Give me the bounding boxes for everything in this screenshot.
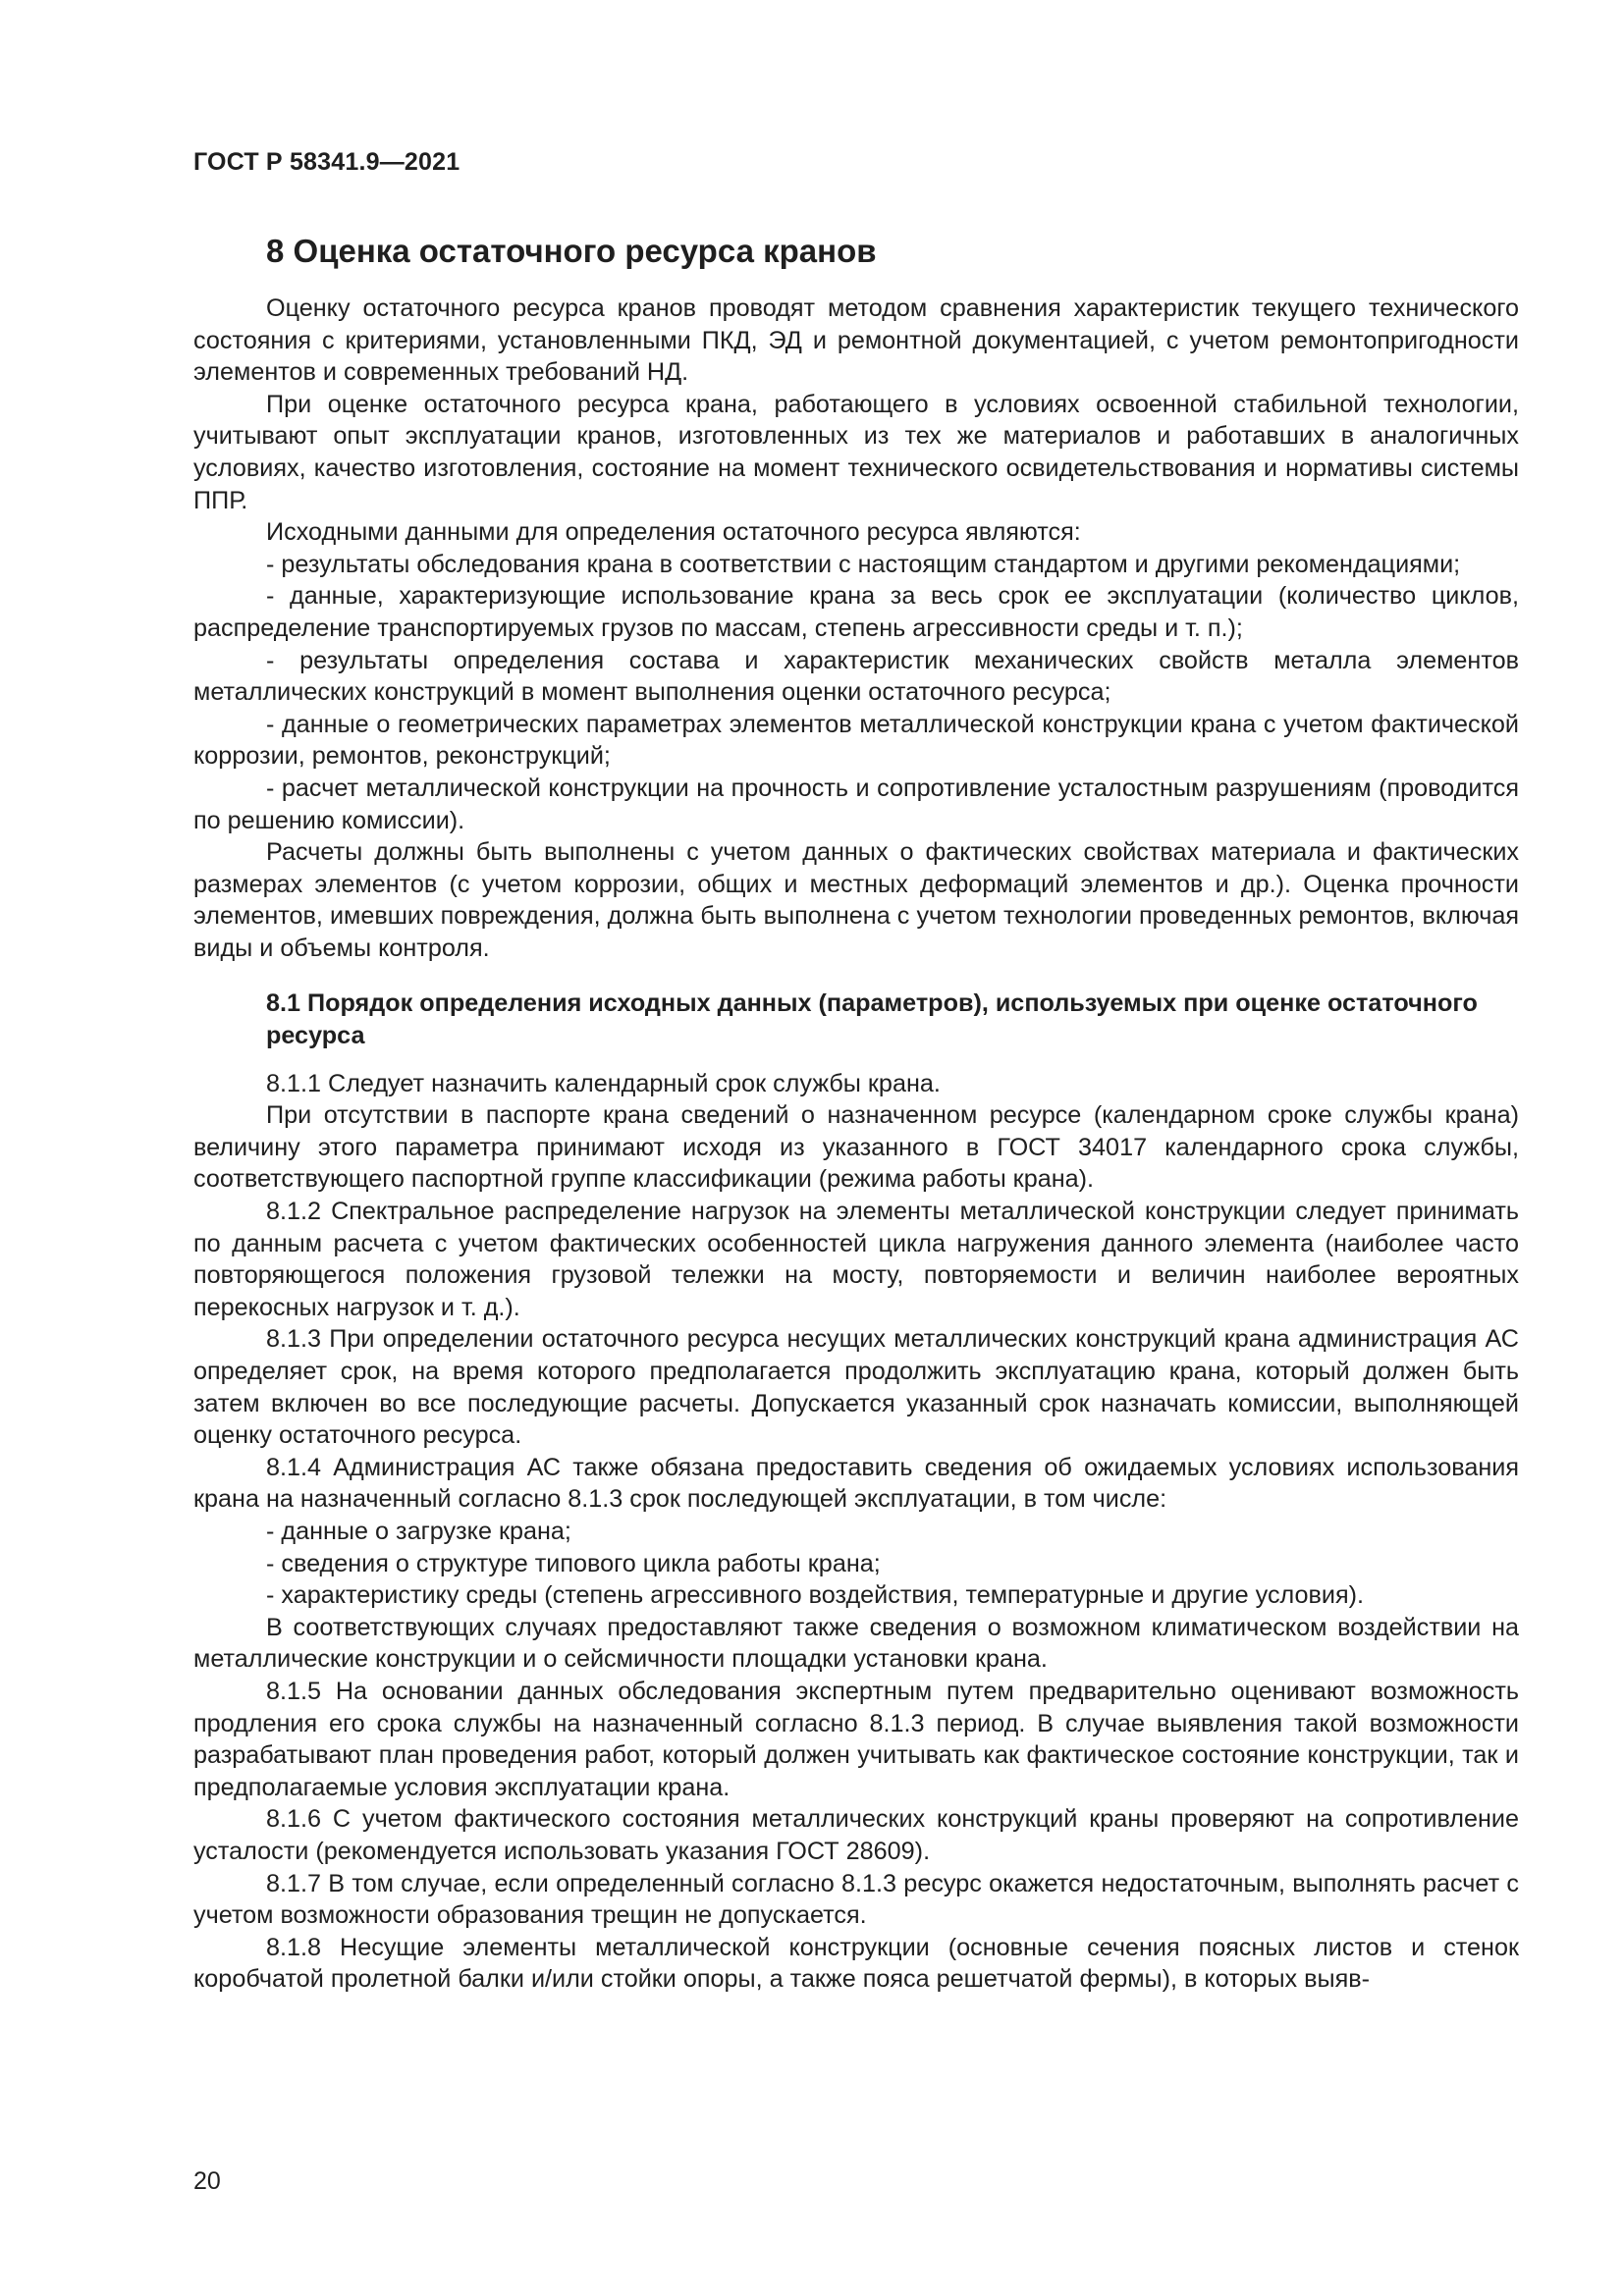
list-item: - данные, характеризующие использование крана за весь срок ее эксплуатации (количество циклов, распределение транспортируемых грузов по массам, степень агрессивности среды и т. п.); [193, 582, 1519, 642]
list-item: - результаты обследования крана в соответствии с настоящим стандартом и другими рекомендациями; [266, 550, 1461, 578]
paragraph: 8.1.5 На основании данных обследования экспертным путем предварительно оценивают возможность продления его срока службы на назначенный согласно 8.1.3 период. В случае выявления такой возможности разрабатывают план проведения работ, который должен учитывать как фактическое состояние конструкции, так и предполагаемые условия эксплуатации крана. [193, 1677, 1519, 1801]
list-item: - сведения о структуре типового цикла работы крана; [266, 1549, 881, 1577]
document-code: ГОСТ Р 58341.9—2021 [193, 148, 460, 176]
section-title: 8 Оценка остаточного ресурса кранов [266, 233, 877, 269]
paragraph: Оценку остаточного ресурса кранов проводят методом сравнения характеристик текущего технического состояния с критериями, установленными ПКД, ЭД и ремонтной документацией, с учетом ремонтопригодности элементов и современных требований НД. [193, 294, 1519, 387]
page-number: 20 [193, 2167, 221, 2195]
paragraph: 8.1.2 Спектральное распределение нагрузок на элементы металлической конструкции следует принимать по данным расчета с учетом фактических особенностей цикла нагружения данного элемента (наиболее часто повторяющегося положения грузовой тележки на мосту, повторяемости и величин наиболее вероятных перекосных нагрузок и т. д.). [193, 1198, 1519, 1321]
paragraph: 8.1.4 Администрация АС также обязана предоставить сведения об ожидаемых условиях использования крана на назначенный согласно 8.1.3 срок последующей эксплуатации, в том числе: [193, 1453, 1519, 1514]
subsection-title: 8.1 Порядок определения исходных данных (параметров), используемых при оценке остаточного ресурса [266, 989, 1478, 1050]
paragraph: 8.1.3 При определении остаточного ресурса несущих металлических конструкций крана администрация АС определяет срок, на время которого предполагается продолжить эксплуатацию крана, который должен быть затем включен во все последующие расчеты. Допускается указанный срок назначать комиссии, выполняющей оценку остаточного ресурса. [193, 1325, 1519, 1450]
paragraph: Расчеты должны быть выполнены с учетом данных о фактических свойствах материала и фактических размерах элементов (с учетом коррозии, общих и местных деформаций элементов и др.). Оценка прочности элементов, имевших повреждения, должна быть выполнена с учетом технологии проведенных ремонтов, включая виды и объемы контроля. [193, 838, 1519, 962]
paragraph: 8.1.8 Несущие элементы металлической конструкции (основные сечения поясных листов и стенок коробчатой пролетной балки и/или стойки опоры, а также пояса решетчатой фермы), в которых выяв- [193, 1933, 1519, 1994]
list-item: - данные о загрузке крана; [266, 1517, 571, 1545]
list-item: - данные о геометрических параметрах элементов металлической конструкции крана с учетом фактической коррозии, ремонтов, реконструкций; [193, 710, 1519, 771]
paragraph: При отсутствии в паспорте крана сведений о назначенном ресурсе (календарном сроке службы крана) величину этого параметра принимают исходя из указанного в ГОСТ 34017 календарного срока службы, соответствующего паспортной группе классификации (режима работы крана). [193, 1101, 1519, 1194]
paragraph: В соответствующих случаях предоставляют также сведения о возможном климатическом воздействии на металлические конструкции и о сейсмичности площадки установки крана. [193, 1613, 1519, 1674]
list-item: - результаты определения состава и характеристик механических свойств металла элементов металлических конструкций в момент выполнения оценки остаточного ресурса; [193, 646, 1519, 707]
paragraph: 8.1.6 С учетом фактического состояния металлических конструкций краны проверяют на сопротивление усталости (рекомендуется использовать указания ГОСТ 28609). [193, 1805, 1519, 1865]
list-item: - характеристику среды (степень агрессивного воздействия, температурные и другие условия). [266, 1581, 1365, 1610]
paragraph: 8.1.7 В том случае, если определенный согласно 8.1.3 ресурс окажется недостаточным, выполнять расчет с учетом возможности образования трещин не допускается. [193, 1869, 1519, 1930]
paragraph: Исходными данными для определения остаточного ресурса являются: [266, 518, 1081, 547]
page-content [193, 232, 1519, 1996]
paragraph: При оценке остаточного ресурса крана, работающего в условиях освоенной стабильной технологии, учитывают опыт эксплуатации кранов, изготовленных из тех же материалов и работавших в аналогичных условиях, качество изготовления, состояние на момент технического освидетельствования и нормативы системы ППР. [193, 390, 1519, 514]
list-item: - расчет металлической конструкции на прочность и сопротивление усталостным разрушениям (проводится по решению комиссии). [193, 774, 1519, 834]
paragraph: 8.1.1 Следует назначить календарный срок службы крана. [266, 1069, 941, 1097]
